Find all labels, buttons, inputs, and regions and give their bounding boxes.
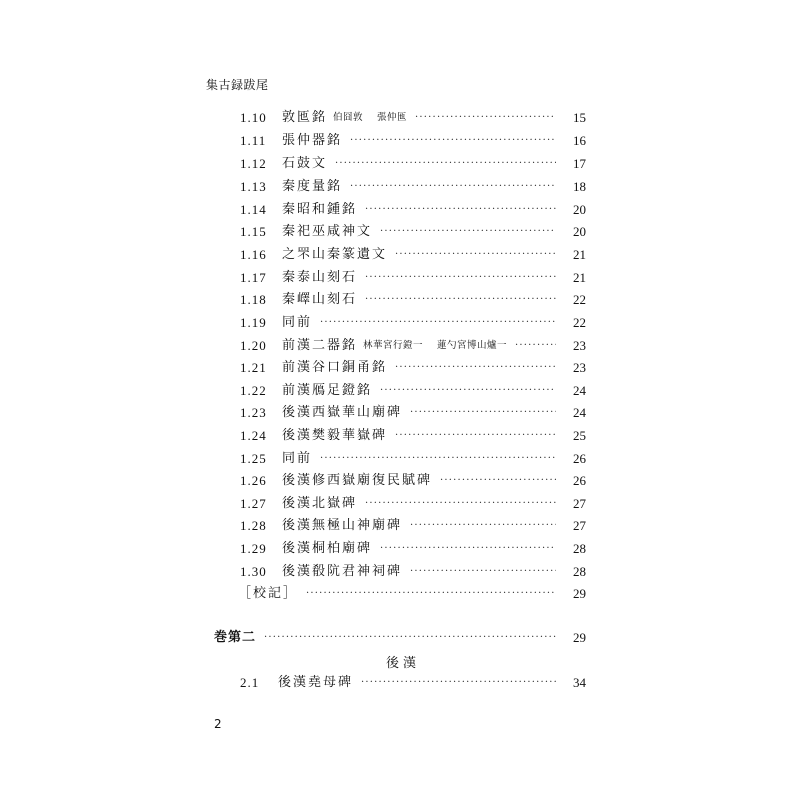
entry-page: 29 <box>573 630 586 645</box>
entry-title: 同前 <box>282 315 313 330</box>
toc-entry[interactable] <box>240 539 586 559</box>
entry-title: 秦祀巫咸神文 <box>282 224 373 239</box>
entry-title: 張仲器銘 <box>282 133 343 148</box>
entry-title: 秦昭和鍾銘 <box>282 202 358 217</box>
entry-number: 2.1 <box>240 675 260 690</box>
leader-dots <box>320 313 556 333</box>
toc-entry[interactable] <box>240 313 586 333</box>
leader-dots <box>365 200 556 220</box>
entry-number: 1.11 <box>240 133 267 148</box>
entry-number: 1.16 <box>240 247 267 262</box>
page-number: 2 <box>214 717 222 731</box>
leader-dots <box>410 403 556 423</box>
toc-entry[interactable] <box>240 426 586 446</box>
entry-number: 1.23 <box>240 405 267 420</box>
leader-dots <box>395 245 556 265</box>
entry-page: 28 <box>573 564 586 579</box>
leader-dots <box>395 426 556 446</box>
leader-dots <box>380 222 556 242</box>
entry-number: 1.13 <box>240 179 267 194</box>
leader-dots <box>350 177 556 197</box>
entry-title: 同前 <box>282 451 313 466</box>
entry-page: 25 <box>573 428 586 443</box>
leader-dots <box>335 154 556 174</box>
leader-dots <box>410 562 556 582</box>
running-head: 集古録跋尾 <box>206 78 269 92</box>
entry-page: 26 <box>573 451 586 466</box>
entry-number: 1.20 <box>240 338 267 353</box>
entry-title: 後漢殽阬君神祠碑 <box>282 564 403 579</box>
entry-page: 18 <box>573 179 586 194</box>
entry-page: 26 <box>573 473 586 488</box>
entry-title: 敦匜銘 <box>282 110 328 125</box>
entry-note: 張仲匜 <box>377 112 408 123</box>
section-heading: 後漢 <box>386 656 421 671</box>
entry-number: 1.25 <box>240 451 267 466</box>
entry-title: 之罘山秦篆遺文 <box>282 247 388 262</box>
chapter-title: 巻第二 <box>214 630 257 645</box>
toc-entry[interactable] <box>240 562 586 582</box>
leader-dots <box>415 108 556 128</box>
entry-page: 23 <box>573 360 586 375</box>
toc-entry[interactable] <box>240 154 586 174</box>
collation-title: ［校記］ <box>238 586 299 601</box>
leader-dots <box>440 471 556 491</box>
entry-number: 1.17 <box>240 270 267 285</box>
toc-entry[interactable] <box>240 336 586 356</box>
entry-page: 15 <box>573 110 586 125</box>
leader-dots <box>306 584 556 604</box>
entry-page: 16 <box>573 133 586 148</box>
toc-entry[interactable] <box>240 222 586 242</box>
leader-dots <box>350 131 556 151</box>
entry-title: 秦度量銘 <box>282 179 343 194</box>
entry-page: 29 <box>573 586 586 601</box>
entry-page: 23 <box>573 338 586 353</box>
entry-page: 24 <box>573 383 586 398</box>
toc-entry[interactable] <box>240 245 586 265</box>
leader-dots <box>361 673 556 693</box>
entry-page: 24 <box>573 405 586 420</box>
toc-entry[interactable] <box>240 131 586 151</box>
entry-page: 28 <box>573 541 586 556</box>
leader-dots <box>365 290 556 310</box>
toc-entry[interactable] <box>240 403 586 423</box>
entry-title: 後漢桐柏廟碑 <box>282 541 373 556</box>
entry-number: 1.27 <box>240 496 267 511</box>
toc-entry[interactable] <box>240 449 586 469</box>
entry-number: 1.19 <box>240 315 267 330</box>
toc-entry[interactable] <box>240 290 586 310</box>
entry-page: 27 <box>573 518 586 533</box>
leader-dots <box>365 494 556 514</box>
leader-dots <box>380 539 556 559</box>
entry-title: 前漢谷口銅甬銘 <box>282 360 388 375</box>
entry-page: 21 <box>573 247 586 262</box>
entry-page: 17 <box>573 156 586 171</box>
entry-page: 34 <box>573 675 586 690</box>
entry-title: 秦泰山刻石 <box>282 270 358 285</box>
entry-title: 秦嶧山刻石 <box>282 292 358 307</box>
toc-entry[interactable] <box>240 177 586 197</box>
entry-page: 21 <box>573 270 586 285</box>
toc-entry[interactable] <box>240 358 586 378</box>
entry-number: 1.15 <box>240 224 267 239</box>
toc-entry[interactable] <box>240 673 586 693</box>
entry-page: 22 <box>573 315 586 330</box>
leader-dots <box>320 449 556 469</box>
entry-number: 1.29 <box>240 541 267 556</box>
entry-title: 後漢修西嶽廟復民賦碑 <box>282 473 433 488</box>
leader-dots <box>365 268 556 288</box>
entry-page: 20 <box>573 202 586 217</box>
entry-number: 1.24 <box>240 428 267 443</box>
entry-number: 1.26 <box>240 473 267 488</box>
toc-chapter-entry[interactable] <box>214 628 586 648</box>
entry-page: 27 <box>573 496 586 511</box>
entry-title: 前漢鴈足鐙銘 <box>282 383 373 398</box>
entry-number: 1.22 <box>240 383 267 398</box>
leader-dots <box>395 358 556 378</box>
entry-note: 蓮勺宮博山爐一 <box>437 340 508 351</box>
toc-entry[interactable] <box>240 494 586 514</box>
entry-number: 1.28 <box>240 518 267 533</box>
leader-dots <box>264 628 556 648</box>
entry-title: 石鼓文 <box>282 156 328 171</box>
entry-page: 22 <box>573 292 586 307</box>
entry-title: 後漢北嶽碑 <box>282 496 358 511</box>
entry-title: 前漢二器銘 <box>282 338 358 353</box>
toc-entry[interactable] <box>240 268 586 288</box>
entry-number: 1.10 <box>240 110 267 125</box>
entry-number: 1.30 <box>240 564 267 579</box>
leader-dots <box>515 336 556 356</box>
toc-entry[interactable] <box>240 108 586 128</box>
entry-title: 後漢西嶽華山廟碑 <box>282 405 403 420</box>
toc-entry[interactable] <box>240 516 586 536</box>
entry-title: 後漢樊毅華嶽碑 <box>282 428 388 443</box>
entry-note: 伯囧敦 <box>333 112 364 123</box>
entry-title: 後漢無極山神廟碑 <box>282 518 403 533</box>
entry-number: 1.12 <box>240 156 267 171</box>
toc-entry[interactable] <box>240 381 586 401</box>
entry-number: 1.14 <box>240 202 267 217</box>
entry-title: 後漢堯母碑 <box>278 675 354 690</box>
toc-entry[interactable] <box>240 200 586 220</box>
entry-page: 20 <box>573 224 586 239</box>
toc-collation-entry[interactable] <box>238 584 586 604</box>
entry-number: 1.21 <box>240 360 267 375</box>
leader-dots <box>410 516 556 536</box>
leader-dots <box>380 381 556 401</box>
entry-note: 林華宮行鐙一 <box>363 340 424 351</box>
toc-entry[interactable] <box>240 471 586 491</box>
entry-number: 1.18 <box>240 292 267 307</box>
